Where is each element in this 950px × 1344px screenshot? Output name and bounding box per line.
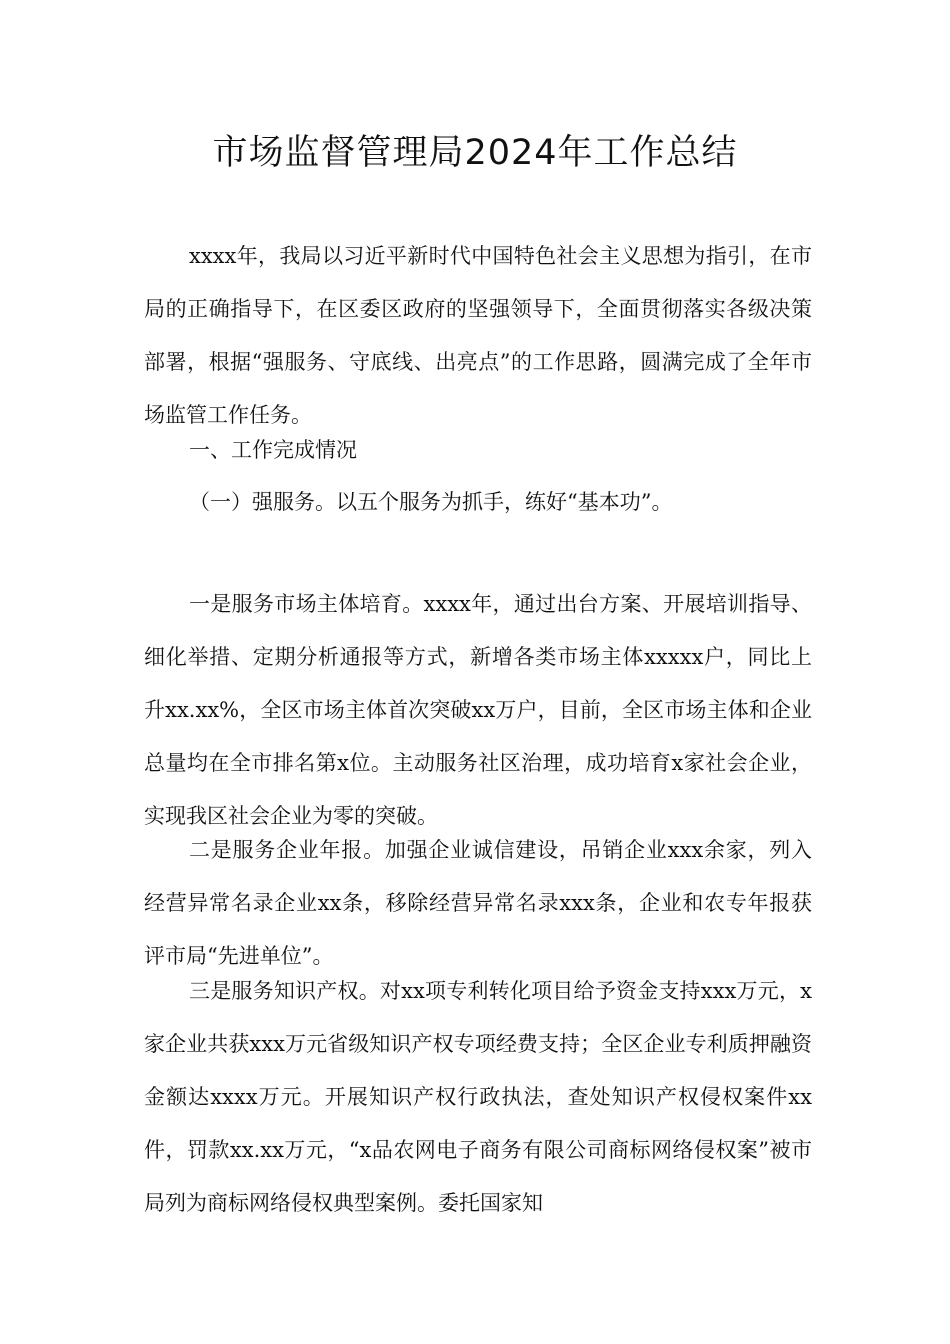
paragraph-enterprise-annual-report: 二是服务企业年报。加强企业诚信建设，吊销企业xxx余家，列入经营异常名录企业xx条，移除经营异常名录xxx条，企业和农专年报获评市局“先进单位”。	[144, 838, 812, 968]
paragraph-intellectual-property: 三是服务知识产权。对xx项专利转化项目给予资金支持xxx万元，x家企业共获xxx万元省级知识产权专项经费支持；全区企业专利质押融资金额达xxxx万元。开展知识产权行政执法，查处知识产权侵权案件xx件，罚款xx.xx万元，“x品农网电子商务有限公司商标网络侵权案”被市局列为商标网络侵权典型案例。委托国家知	[144, 979, 812, 1215]
section-heading-work-completion: 一、工作完成情况	[189, 438, 357, 462]
document-title: 市场监督管理局2024年工作总结	[212, 133, 738, 173]
intro-paragraph: xxxx年，我局以习近平新时代中国特色社会主义思想为指引，在市局的正确指导下，在区委区政府的坚强领导下，全面贯彻落实各级决策部署，根据“强服务、守底线、出亮点”的工作思路，圆满完成了全年市场监管工作任务。	[144, 244, 812, 427]
subsection-heading-strengthen-service: （一）强服务。以五个服务为抓手，练好“基本功”。	[189, 490, 673, 514]
paragraph-market-entity-cultivation: 一是服务市场主体培育。xxxx年，通过出台方案、开展培训指导、细化举措、定期分析通报等方式，新增各类市场主体xxxxx户，同比上升xx.xx%，全区市场主体首次突破xx万户，目前，全区市场主体和企业总量均在全市排名第x位。主动服务社区治理，成功培育x家社会企业，实现我区社会企业为零的突破。	[144, 592, 812, 828]
